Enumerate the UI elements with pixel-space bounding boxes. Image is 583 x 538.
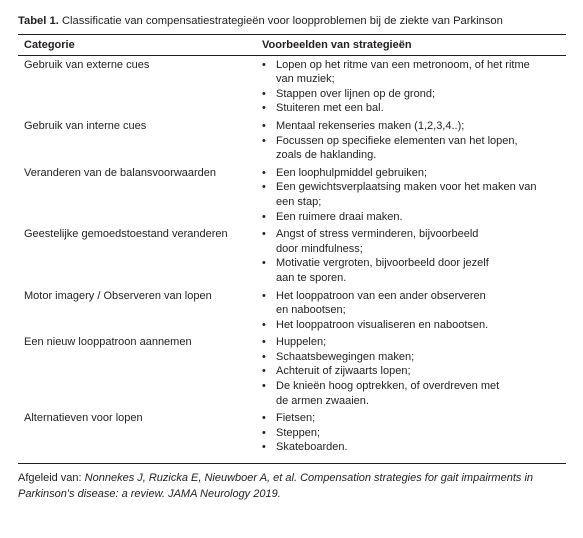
example-text-line: aan te sporen. bbox=[276, 271, 347, 284]
examples-list bbox=[262, 166, 566, 224]
table-row bbox=[18, 333, 566, 409]
table-row bbox=[18, 164, 566, 225]
examples-list bbox=[262, 227, 566, 285]
example-text-line: Focussen op specifieke elementen van het lopen, bbox=[276, 134, 518, 147]
example-text-line: Lopen op het ritme van een metronoom, of het ritme bbox=[276, 58, 530, 71]
category-cell: Veranderen van de balansvoorwaarden bbox=[24, 166, 217, 179]
category-cell: Motor imagery / Observeren van lopen bbox=[24, 289, 212, 302]
example-text-line: zoals de haklanding. bbox=[276, 149, 377, 162]
examples-cell bbox=[256, 287, 566, 334]
example-text-line: een stap; bbox=[276, 195, 322, 208]
example-text-line: Fietsen; bbox=[276, 412, 316, 425]
examples-cell bbox=[256, 333, 566, 409]
example-text-line: Een ruimere draai maken. bbox=[276, 210, 403, 223]
examples-list bbox=[262, 58, 566, 116]
list-item bbox=[262, 134, 566, 163]
source-prefix: Afgeleid van: bbox=[18, 472, 85, 485]
list-item bbox=[262, 364, 566, 379]
strategies-table bbox=[18, 34, 566, 464]
example-text-line: Het looppatroon van een ander observeren bbox=[276, 289, 486, 302]
table-caption bbox=[18, 14, 567, 28]
category-cell: Alternatieven voor lopen bbox=[18, 409, 256, 463]
bullet-icon: • bbox=[262, 228, 266, 241]
bullet-icon: • bbox=[262, 210, 266, 223]
example-text-line: Mentaal rekenseries maken (1,2,3,4..); bbox=[276, 119, 465, 132]
list-item bbox=[262, 335, 566, 350]
category-cell: Gebruik van externe cues bbox=[24, 58, 150, 71]
table-caption-label: Tabel 1. bbox=[18, 15, 59, 27]
bullet-icon: • bbox=[262, 318, 266, 331]
example-text-line: de armen zwaaien. bbox=[276, 394, 369, 407]
category-cell: Gebruik van interne cues bbox=[24, 119, 147, 132]
bullet-icon: • bbox=[262, 87, 266, 100]
examples-list bbox=[262, 119, 566, 163]
examples-cell bbox=[256, 55, 566, 117]
table-row bbox=[18, 287, 566, 334]
bullet-icon: • bbox=[262, 181, 266, 194]
example-text-line: en nabootsen; bbox=[276, 304, 346, 317]
example-text-line: Stuiteren met een bal. bbox=[276, 102, 384, 115]
examples-cell bbox=[256, 117, 566, 164]
bullet-icon: • bbox=[262, 426, 266, 439]
table-header-row bbox=[18, 35, 566, 56]
example-text-line: door mindfulness; bbox=[276, 242, 363, 255]
bullet-icon: • bbox=[262, 166, 266, 179]
bullet-icon: • bbox=[262, 441, 266, 454]
category-cell: Een nieuw looppatroon aannemen bbox=[24, 336, 192, 349]
examples-cell bbox=[256, 409, 566, 463]
example-text-line: Stappen over lijnen op de grond; bbox=[276, 87, 436, 100]
list-item bbox=[262, 227, 566, 256]
example-text-line: Een gewichtsverplaatsing maken voor het maken van bbox=[276, 181, 537, 194]
list-item bbox=[262, 166, 566, 181]
table-body bbox=[18, 55, 566, 463]
example-text-line: Huppelen; bbox=[276, 336, 327, 349]
list-item bbox=[262, 440, 566, 455]
example-text-line: Het looppatroon visualiseren en nabootsen. bbox=[276, 318, 489, 331]
list-item bbox=[262, 426, 566, 441]
header-category: Categorie bbox=[18, 35, 256, 56]
table-row bbox=[18, 409, 566, 463]
bullet-icon: • bbox=[262, 365, 266, 378]
bullet-icon: • bbox=[262, 350, 266, 363]
bullet-icon: • bbox=[262, 102, 266, 115]
list-item bbox=[262, 350, 566, 365]
example-text-line: De knieën hoog optrekken, of overdreven met bbox=[276, 380, 500, 393]
list-item bbox=[262, 180, 566, 209]
source-citation: Nonnekes J, Ruzicka E, Nieuwboer A, et al. Compensation strategies for gait impairments in Parkinson's disease: a review. JAMA Neurology 2019. bbox=[18, 472, 534, 501]
bullet-icon: • bbox=[262, 58, 266, 71]
bullet-icon: • bbox=[262, 412, 266, 425]
bullet-icon: • bbox=[262, 134, 266, 147]
examples-cell bbox=[256, 225, 566, 286]
list-item bbox=[262, 210, 566, 225]
bullet-icon: • bbox=[262, 119, 266, 132]
example-text-line: Skateboarden. bbox=[276, 441, 348, 454]
list-item bbox=[262, 318, 566, 333]
list-item bbox=[262, 119, 566, 134]
examples-cell bbox=[256, 164, 566, 225]
example-text-line: Motivatie vergroten, bijvoorbeeld door jezelf bbox=[276, 257, 489, 270]
example-text-line: Achteruit of zijwaarts lopen; bbox=[276, 365, 411, 378]
examples-list bbox=[262, 335, 566, 408]
examples-list bbox=[262, 411, 566, 455]
example-text-line: Schaatsbewegingen maken; bbox=[276, 350, 415, 363]
list-item bbox=[262, 289, 566, 318]
list-item bbox=[262, 101, 566, 116]
category-cell: Geestelijke gemoedstoestand veranderen bbox=[24, 228, 228, 241]
examples-list bbox=[262, 289, 566, 333]
table-row bbox=[18, 55, 566, 117]
example-text-line: Angst of stress verminderen, bijvoorbeeld bbox=[276, 228, 479, 241]
example-text-line: Steppen; bbox=[276, 426, 321, 439]
list-item bbox=[262, 256, 566, 285]
bullet-icon: • bbox=[262, 336, 266, 349]
list-item bbox=[262, 87, 566, 102]
table-caption-text: Classificatie van compensatiestrategieën voor loopproblemen bij de ziekte van Parkinson bbox=[61, 15, 503, 27]
list-item bbox=[262, 411, 566, 426]
table-row bbox=[18, 225, 566, 286]
bullet-icon: • bbox=[262, 257, 266, 270]
bullet-icon: • bbox=[262, 380, 266, 393]
list-item bbox=[262, 379, 566, 408]
source-note bbox=[18, 470, 566, 502]
example-text-line: van muziek; bbox=[276, 73, 335, 86]
example-text-line: Een loophulpmiddel gebruiken; bbox=[276, 166, 428, 179]
header-examples: Voorbeelden van strategieën bbox=[256, 35, 566, 56]
list-item bbox=[262, 58, 566, 87]
bullet-icon: • bbox=[262, 289, 266, 302]
table-row bbox=[18, 117, 566, 164]
